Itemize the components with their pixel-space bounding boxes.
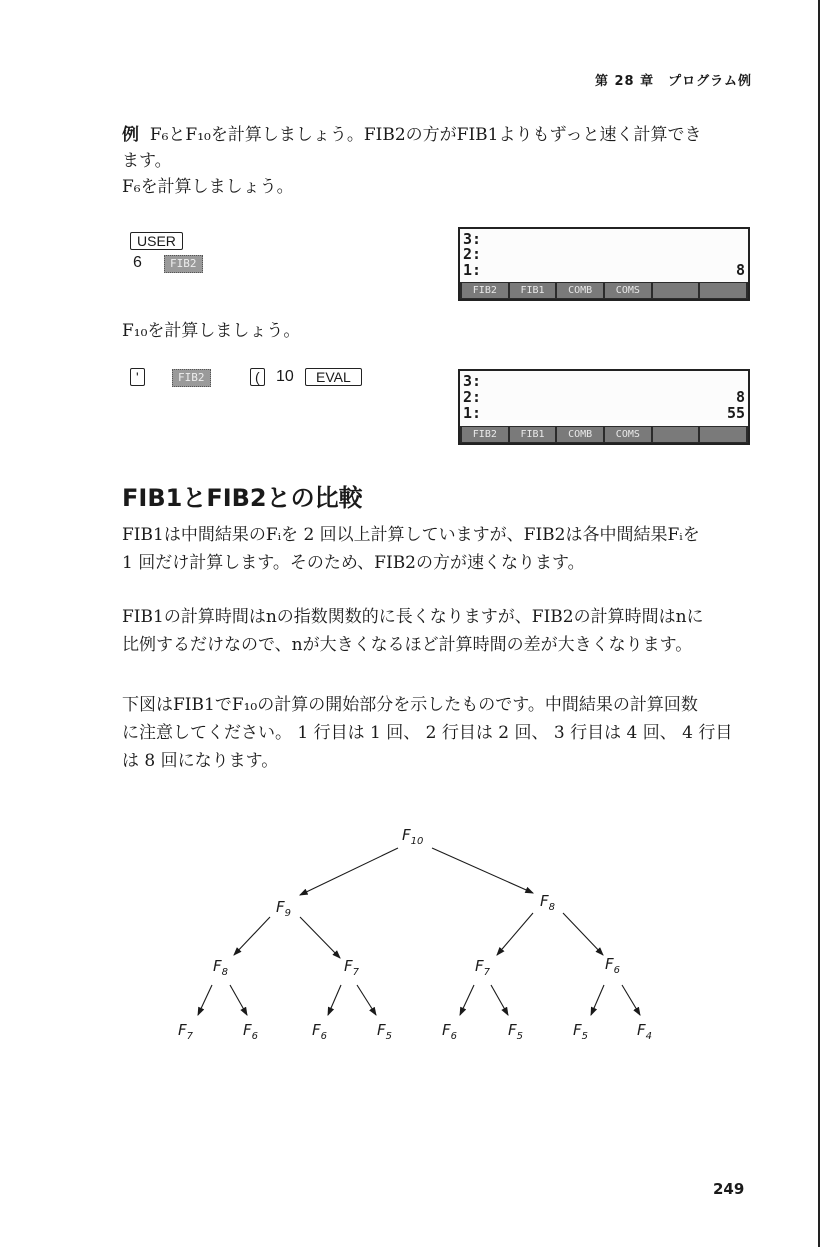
user-key[interactable]: USER xyxy=(130,232,183,251)
tree-node-root: $F_{10}$ xyxy=(402,826,424,847)
tree-edge xyxy=(563,913,603,955)
tree-edge xyxy=(460,985,474,1015)
tree-node-l3: $F_5$ xyxy=(508,1021,524,1042)
tree-node-l3: $F_4$ xyxy=(637,1021,653,1042)
page-number: 249 xyxy=(713,1180,745,1198)
tree-edge xyxy=(230,985,247,1015)
tree-node-l3: $F_6$ xyxy=(243,1021,259,1042)
tree-node-l3: $F_5$ xyxy=(377,1021,393,1042)
tree-node-l3: $F_7$ xyxy=(178,1021,194,1042)
tree-edge xyxy=(591,985,604,1015)
tree-node-l3: $F_6$ xyxy=(442,1021,458,1042)
stack-row-1: 1: 55 xyxy=(463,404,745,422)
softkey[interactable]: FIB1 xyxy=(510,427,556,442)
tree-edge xyxy=(300,848,398,895)
fib2-menu-key[interactable]: FIB2 xyxy=(164,254,203,273)
tree-edge xyxy=(497,913,533,955)
example-line-2: ます。 xyxy=(122,151,172,171)
tree-node-l1: $F_8$ xyxy=(540,892,556,913)
arg-10: 10 xyxy=(276,368,294,385)
softkey[interactable]: FIB2 xyxy=(462,283,508,298)
tree-node-l3: $F_5$ xyxy=(573,1021,589,1042)
para2-line2: 比例するだけなので、nが大きくなるほど計算時間の差が大きくなります。 xyxy=(122,635,693,655)
stack-row-3: 3: xyxy=(463,230,482,248)
eval-key[interactable]: EVAL xyxy=(305,368,362,387)
tree-edge xyxy=(234,917,270,955)
tree-edge xyxy=(491,985,508,1015)
softkey[interactable]: FIB2 xyxy=(462,427,508,442)
tick-key[interactable]: ' xyxy=(130,368,145,387)
para1-line2: 1 回だけ計算します。そのため、FIB2の方が速くなります。 xyxy=(122,553,585,573)
stack-row-2: 2: 8 xyxy=(463,388,745,406)
softkey[interactable]: COMS xyxy=(605,427,651,442)
para3-line2: に注意してください。 1 行目は 1 回、 2 行目は 2 回、 3 行目は 4 回、 4 行目 xyxy=(122,723,733,743)
para3-line3: は 8 回になります。 xyxy=(122,751,279,771)
stack-row-1: 1: 8 xyxy=(463,261,745,279)
tree-node-l2: $F_7$ xyxy=(344,957,360,978)
tree-edge xyxy=(300,917,340,958)
tree-edge xyxy=(622,985,640,1015)
softkey[interactable]: COMB xyxy=(557,283,603,298)
tree-node-l1: $F_9$ xyxy=(276,898,292,919)
fib2-menu-key-2[interactable]: FIB2 xyxy=(172,368,211,387)
softkey[interactable]: COMS xyxy=(605,283,651,298)
tree-edge xyxy=(198,985,212,1015)
tree-node-l3: $F_6$ xyxy=(312,1021,328,1042)
paren-key[interactable]: ( xyxy=(250,368,265,387)
tree-node-l2: $F_7$ xyxy=(475,957,491,978)
example-line-3: F₆を計算しましょう。 xyxy=(122,177,294,197)
tree-edge xyxy=(328,985,341,1015)
stack-row-3: 3: xyxy=(463,372,482,390)
stack-row-2: 2: xyxy=(463,245,482,263)
example-label: 例 xyxy=(122,125,139,145)
softkey[interactable]: COMB xyxy=(557,427,603,442)
tree-edge xyxy=(432,848,533,893)
section-title: FIB1とFIB2との比較 xyxy=(122,484,363,512)
tree-edge xyxy=(357,985,376,1015)
softkey[interactable]: FIB1 xyxy=(510,283,556,298)
para2-line1: FIB1の計算時間はnの指数関数的に長くなりますが、FIB2の計算時間はnに xyxy=(122,607,704,627)
tree-node-l2: $F_8$ xyxy=(213,957,229,978)
f10-instruction: F₁₀を計算しましょう。 xyxy=(122,321,301,341)
example-text-1: F₆とF₁₀を計算しましょう。FIB2の方がFIB1よりもずっと速く計算でき xyxy=(149,125,702,145)
chapter-header: 第 28 章 プログラム例 xyxy=(594,74,752,89)
arg-6: 6 xyxy=(133,254,142,271)
para1-line1: FIB1は中間結果のFᵢを 2 回以上計算していますが、FIB2は各中間結果Fᵢを xyxy=(122,525,700,545)
tree-node-l2: $F_6$ xyxy=(605,955,621,976)
para3-line1: 下図はFIB1でF₁₀の計算の開始部分を示したものです。中間結果の計算回数 xyxy=(122,695,698,715)
